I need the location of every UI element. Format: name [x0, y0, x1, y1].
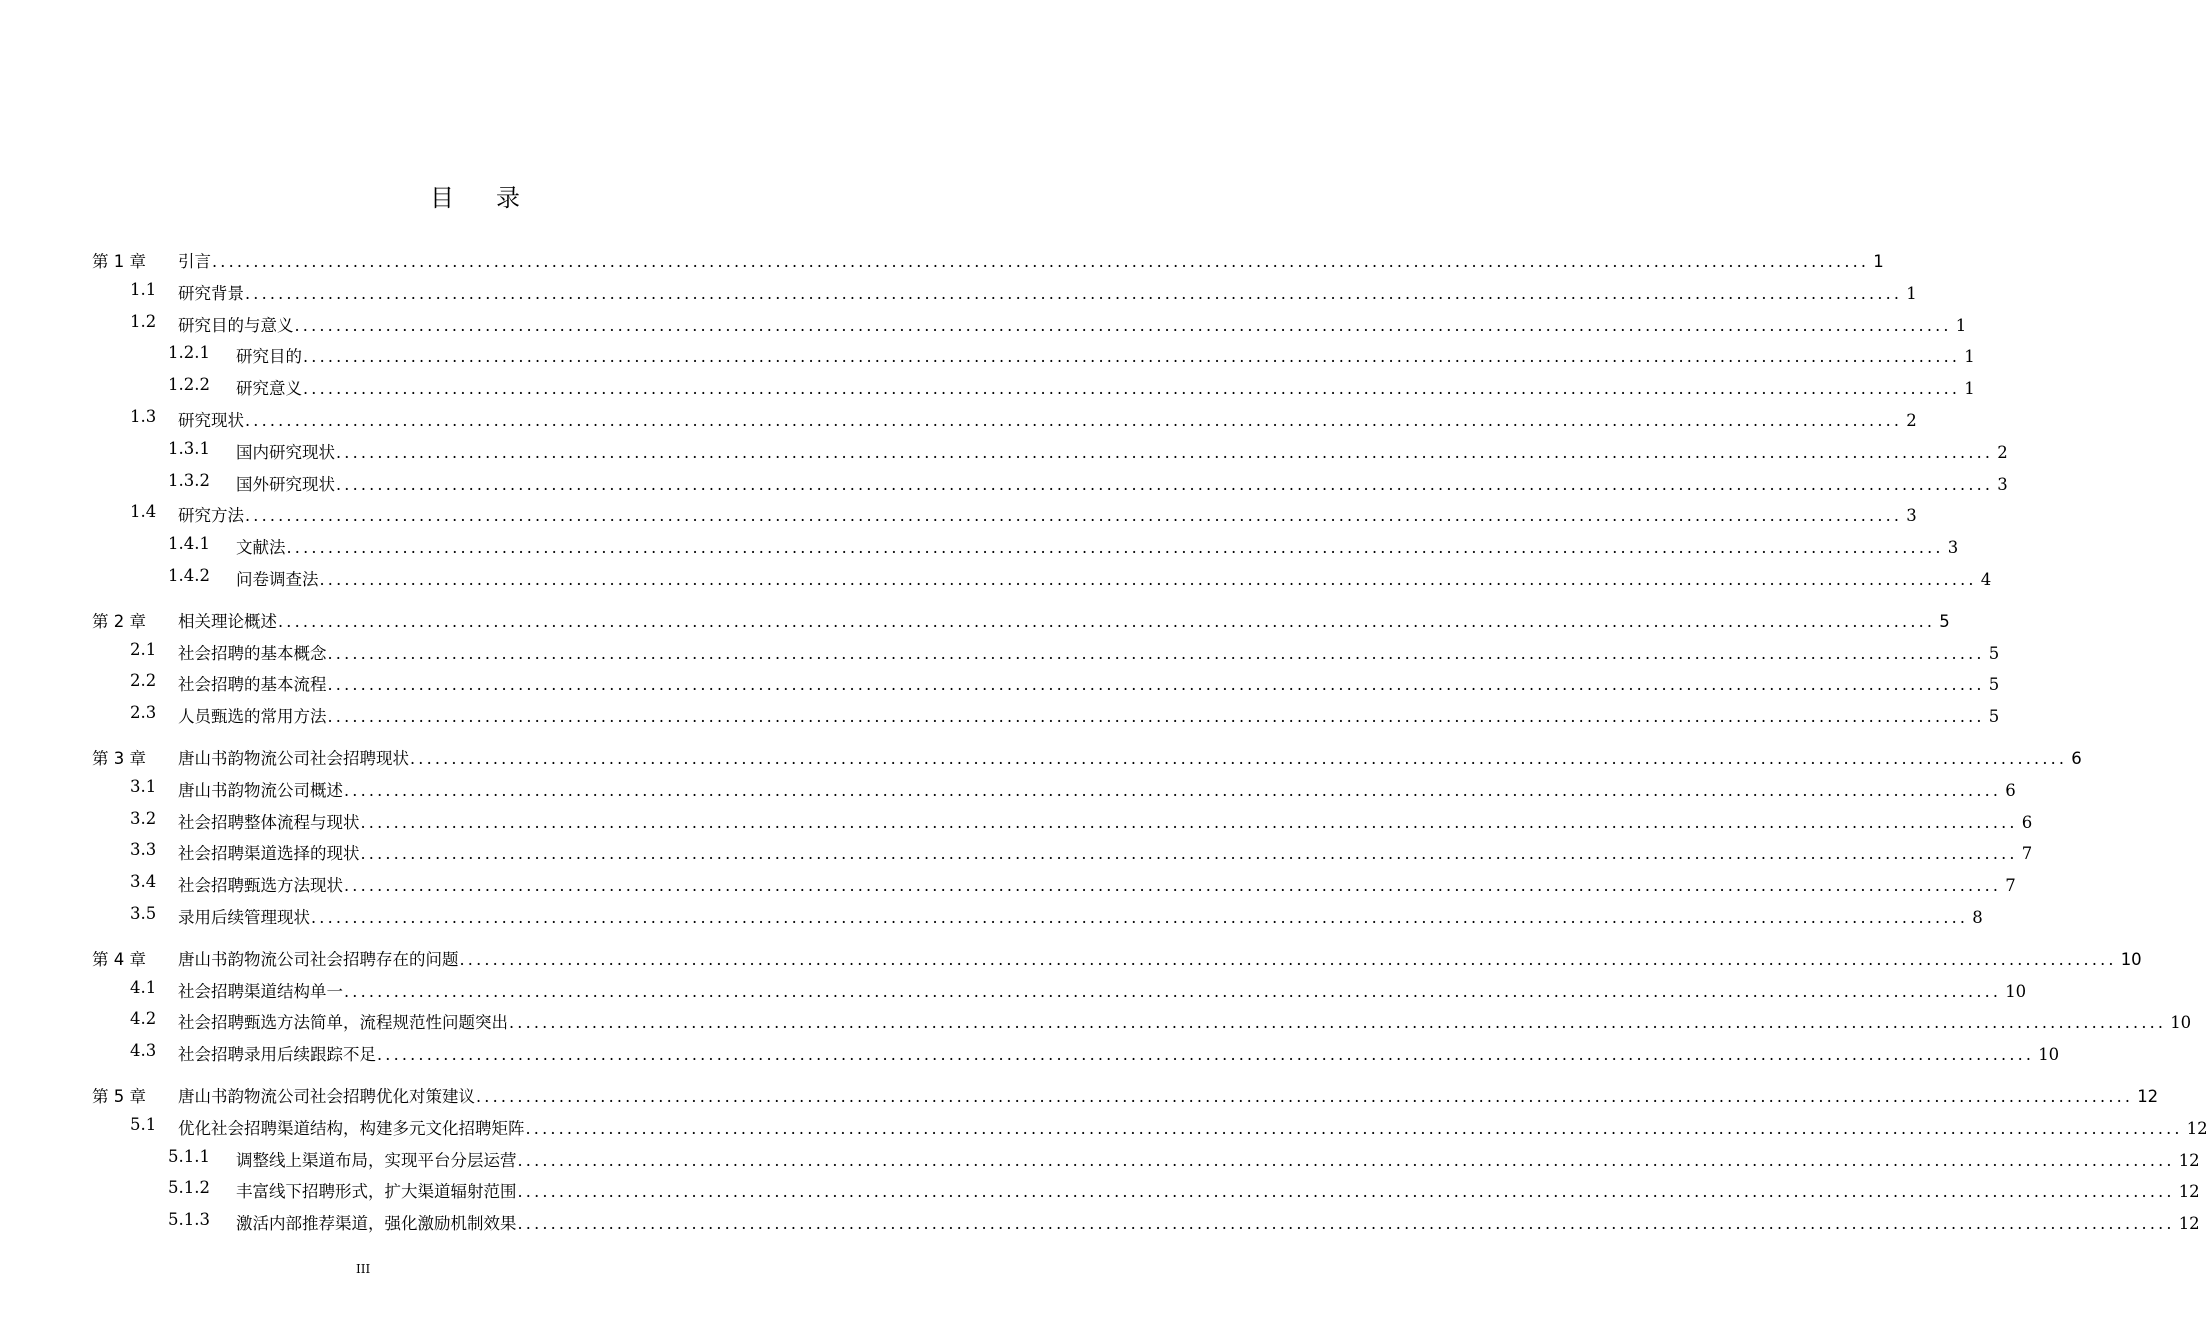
toc-section-entry[interactable]	[0, 466, 2008, 498]
toc-entry-number: 2.1	[130, 639, 157, 659]
dot-leader: ........................................................................................................................................................................................................	[278, 611, 1936, 631]
toc-section-entry[interactable]	[0, 434, 2008, 466]
toc-entry-page: 3	[1906, 506, 1917, 526]
toc-entry-title: 研究目的与意义	[178, 315, 294, 335]
toc-chapter-entry[interactable]	[0, 1078, 2159, 1110]
toc-entry-page: 4	[1980, 570, 1992, 589]
toc-entry-title: 社会招聘录用后续跟踪不足	[178, 1045, 376, 1065]
dot-leader: ........................................................................................................................................................................................................	[459, 949, 2117, 969]
toc-entry-page: 12	[2178, 1182, 2200, 1202]
toc-entry-page: 10	[2120, 949, 2142, 969]
toc-entry-title: 优化社会招聘渠道结构，构建多元文化招聘矩阵	[178, 1118, 525, 1138]
dot-leader: ........................................................................................................................................................................................................	[377, 1045, 2035, 1065]
toc-entry-number: 1.2.1	[168, 343, 210, 363]
toc-section-entry[interactable]	[0, 497, 1917, 529]
toc-entry-page: 6	[2005, 780, 2016, 800]
toc-section-entry[interactable]	[0, 804, 2033, 836]
dot-leader: ........................................................................................................................................................................................................	[327, 643, 1985, 663]
toc-entry-page: 1	[1906, 283, 1917, 303]
toc-entry-page: 5	[1939, 611, 1950, 631]
toc-section-entry[interactable]	[0, 635, 2000, 667]
toc-section-entry[interactable]	[0, 529, 1959, 561]
toc-entry-number: 3.1	[130, 776, 157, 796]
toc-entry-number: 第 1 章	[92, 252, 146, 271]
toc-entry-number: 1.1	[130, 279, 157, 299]
toc-entry-title: 研究现状	[178, 411, 244, 430]
toc-entry-page: 7	[2005, 876, 2016, 896]
toc-entry-title: 相关理论概述	[178, 611, 277, 631]
toc-entry-page: 7	[2021, 844, 2033, 864]
toc-section-entry[interactable]	[0, 666, 2000, 698]
toc-entry-number: 1.3.1	[168, 438, 210, 458]
dot-leader: ........................................................................................................................................................................................................	[336, 474, 1994, 494]
dot-leader: ........................................................................................................................................................................................................	[212, 252, 1870, 271]
toc-entry-title: 人员甄选的常用方法	[178, 707, 327, 727]
toc-chapter-entry[interactable]	[0, 243, 1884, 275]
toc-entry-page: 12	[2137, 1087, 2159, 1106]
dot-leader: ........................................................................................................................................................................................................	[311, 908, 1969, 927]
toc-entry-page: 1	[1955, 315, 1967, 335]
toc-section-entry[interactable]	[0, 698, 2000, 730]
toc-entry-title: 社会招聘的基本概念	[178, 643, 327, 663]
toc-entry-title: 社会招聘甄选方法现状	[178, 876, 343, 896]
toc-entry-number: 1.3.2	[168, 470, 210, 490]
title-char-2: 录	[496, 184, 520, 212]
toc-section-entry[interactable]	[0, 1004, 2192, 1036]
toc-entry-title: 社会招聘整体流程与现状	[178, 812, 360, 832]
toc-entry-title: 唐山书韵物流公司社会招聘存在的问题	[178, 949, 459, 969]
dot-leader: ........................................................................................................................................................................................................	[360, 844, 2018, 864]
toc-section-entry[interactable]	[0, 307, 1967, 339]
dot-leader: ........................................................................................................................................................................................................	[517, 1150, 2175, 1170]
page-title	[0, 178, 950, 213]
toc-entry-number: 2.2	[130, 671, 157, 691]
toc-entry-number: 1.4.1	[168, 534, 210, 554]
toc-entry-title: 社会招聘渠道结构单一	[178, 981, 343, 1001]
toc-section-entry[interactable]	[0, 402, 1917, 434]
toc-chapter-entry[interactable]	[0, 740, 2082, 772]
toc-entry-title: 引言	[178, 252, 211, 271]
toc-entry-page: 8	[1972, 908, 1983, 927]
toc-entry-title: 研究背景	[178, 283, 244, 303]
toc-entry-page: 10	[2005, 981, 2027, 1001]
toc-entry-number: 3.2	[130, 808, 157, 828]
toc-entry-page: 1	[1873, 252, 1884, 271]
toc-chapter-entry[interactable]	[0, 941, 2142, 973]
toc-entry-page: 5	[1988, 675, 2000, 695]
dot-leader: ........................................................................................................................................................................................................	[476, 1087, 2134, 1106]
toc-section-entry[interactable]	[0, 973, 2027, 1005]
dot-leader: ........................................................................................................................................................................................................	[319, 570, 1977, 589]
toc-chapter-entry[interactable]	[0, 603, 1950, 635]
toc-entry-number: 5.1	[130, 1114, 157, 1134]
toc-section-entry[interactable]	[0, 275, 1917, 307]
toc-section-entry[interactable]	[0, 370, 1975, 402]
dot-leader: ........................................................................................................................................................................................................	[517, 1214, 2175, 1234]
toc-entry-page: 3	[1947, 538, 1959, 558]
dot-leader: ........................................................................................................................................................................................................	[344, 981, 2002, 1001]
toc-entry-number: 1.4.2	[168, 566, 210, 585]
toc-entry-page: 6	[2021, 812, 2033, 832]
dot-leader: ........................................................................................................................................................................................................	[245, 283, 1903, 303]
toc-entry-page: 1	[1964, 347, 1975, 367]
toc-entry-number: 第 5 章	[92, 1087, 146, 1106]
toc-entry-title: 研究方法	[178, 506, 244, 526]
toc-section-entry[interactable]	[0, 1036, 2060, 1068]
dot-leader: ........................................................................................................................................................................................................	[360, 812, 2018, 832]
dot-leader: ........................................................................................................................................................................................................	[509, 1013, 2167, 1033]
toc-entry-number: 第 3 章	[92, 749, 146, 768]
dot-leader: ........................................................................................................................................................................................................	[410, 749, 2068, 768]
toc-entry-number: 5.1.3	[168, 1210, 210, 1230]
toc-entry-number: 1.3	[130, 407, 157, 426]
dot-leader: ........................................................................................................................................................................................................	[517, 1182, 2175, 1202]
toc-entry-number: 1.2.2	[168, 375, 210, 395]
toc-entry-number: 1.2	[130, 311, 157, 331]
page-number: III	[356, 1262, 371, 1276]
toc-entry-number: 5.1.1	[168, 1146, 210, 1166]
toc-entry-title: 研究目的	[236, 347, 302, 367]
toc-section-entry[interactable]	[0, 772, 2016, 804]
toc-entry-number: 4.3	[130, 1041, 157, 1061]
toc-entry-number: 5.1.2	[168, 1178, 210, 1198]
toc-section-entry[interactable]	[0, 1205, 2200, 1237]
toc-entry-title: 录用后续管理现状	[178, 908, 310, 927]
toc-entry-title: 丰富线下招聘形式，扩大渠道辐射范围	[236, 1182, 517, 1202]
toc-entry-title: 社会招聘渠道选择的现状	[178, 844, 360, 864]
dot-leader: ........................................................................................................................................................................................................	[303, 347, 1961, 367]
toc-entry-number: 3.4	[130, 872, 157, 892]
toc-entry-number: 3.5	[130, 904, 157, 923]
toc-entry-page: 5	[1988, 707, 2000, 727]
toc-entry-page: 5	[1988, 643, 2000, 663]
toc-entry-title: 唐山书韵物流公司社会招聘优化对策建议	[178, 1087, 475, 1106]
toc-entry-title: 唐山书韵物流公司社会招聘现状	[178, 749, 409, 768]
toc-section-entry[interactable]	[0, 1142, 2200, 1174]
dot-leader: ........................................................................................................................................................................................................	[286, 538, 1944, 558]
toc-entry-title: 激活内部推荐渠道，强化激励机制效果	[236, 1214, 517, 1234]
dot-leader: ........................................................................................................................................................................................................	[303, 379, 1961, 399]
toc-section-entry[interactable]	[0, 899, 1983, 931]
dot-leader: ........................................................................................................................................................................................................	[344, 876, 2002, 896]
dot-leader: ........................................................................................................................................................................................................	[525, 1118, 2183, 1138]
toc-section-entry[interactable]	[0, 867, 2016, 899]
toc-entry-number: 4.1	[130, 977, 157, 997]
dot-leader: ........................................................................................................................................................................................................	[344, 780, 2002, 800]
dot-leader: ........................................................................................................................................................................................................	[245, 506, 1903, 526]
toc-entry-title: 唐山书韵物流公司概述	[178, 780, 343, 800]
toc-entry-page: 10	[2038, 1045, 2060, 1065]
toc-entry-number: 4.2	[130, 1009, 157, 1029]
toc-entry-page: 12	[2178, 1150, 2200, 1170]
toc-section-entry[interactable]	[0, 338, 1975, 370]
dot-leader: ........................................................................................................................................................................................................	[327, 707, 1985, 727]
toc-entry-page: 3	[1997, 474, 2008, 494]
toc-entry-page: 1	[1964, 379, 1975, 399]
toc-entry-title: 研究意义	[236, 379, 302, 399]
toc-section-entry[interactable]	[0, 1173, 2200, 1205]
toc-entry-page: 2	[1997, 442, 2008, 462]
toc-entry-page: 12	[2178, 1214, 2200, 1234]
toc-entry-title: 文献法	[236, 538, 286, 558]
dot-leader: ........................................................................................................................................................................................................	[336, 442, 1994, 462]
toc-entry-number: 3.3	[130, 840, 157, 860]
toc-entry-number: 第 2 章	[92, 611, 146, 631]
toc-entry-number: 第 4 章	[92, 949, 146, 969]
dot-leader: ........................................................................................................................................................................................................	[294, 315, 1952, 335]
toc-entry-title: 国内研究现状	[236, 442, 335, 462]
toc-section-entry[interactable]	[0, 1110, 2208, 1142]
dot-leader: ........................................................................................................................................................................................................	[327, 675, 1985, 695]
toc-section-entry[interactable]	[0, 561, 1992, 593]
dot-leader: ........................................................................................................................................................................................................	[245, 411, 1903, 430]
toc-entry-title: 调整线上渠道布局，实现平台分层运营	[236, 1150, 517, 1170]
toc-entry-title: 问卷调查法	[236, 570, 319, 589]
toc-entry-number: 1.4	[130, 502, 157, 522]
toc-entry-page: 12	[2186, 1118, 2208, 1138]
toc-entry-page: 10	[2170, 1013, 2192, 1033]
toc-entry-page: 6	[2071, 749, 2082, 768]
toc-entry-number: 2.3	[130, 703, 157, 723]
title-char-1: 目	[430, 184, 454, 212]
toc-entry-title: 社会招聘的基本流程	[178, 675, 327, 695]
toc-section-entry[interactable]	[0, 835, 2033, 867]
toc-entry-page: 2	[1906, 411, 1917, 430]
toc-entry-title: 国外研究现状	[236, 474, 335, 494]
toc-entry-title: 社会招聘甄选方法简单，流程规范性问题突出	[178, 1013, 508, 1033]
